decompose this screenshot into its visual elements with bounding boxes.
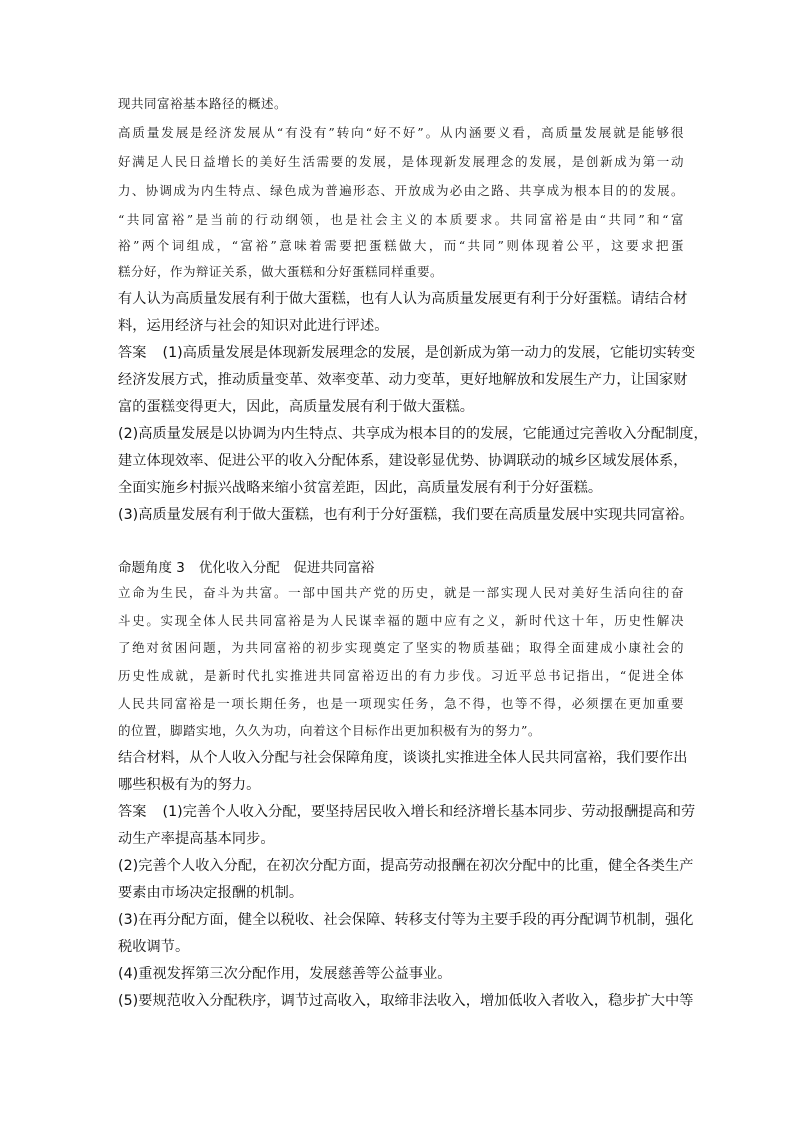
- question-1-line: 有人认为高质量发展有利于做大蛋糕，也有人认为高质量发展更有利于分好蛋糕。请结合材: [118, 291, 688, 307]
- material-2-line: 了绝对贫困问题，为共同富裕的初步实现奠定了坚实的物质基础；取得全面建成小康社会的: [118, 640, 684, 655]
- material-1-line: “共同富裕”是当前的行动纲领，也是社会主义的本质要求。共同富裕是由“共同”和“富: [118, 212, 684, 227]
- answer-2-text: (1)完善个人收入分配，要坚持居民收入增长和经济增长基本同步、劳动报酬提高和劳: [162, 804, 696, 820]
- answer-1-line: (3)高质量发展有利于做大蛋糕，也有利于分好蛋糕，我们要在高质量发展中实现共同富裕。: [118, 507, 694, 523]
- answer-1-line: 富的蛋糕变得更大，因此，高质量发展有利于做大蛋糕。: [118, 399, 474, 415]
- answer-label: 答案: [118, 804, 147, 820]
- answer-2-line: (4)重视发挥第三次分配作用，发展慈善等公益事业。: [118, 966, 452, 982]
- material-1-line: 糕分好，作为辩证关系，做大蛋糕和分好蛋糕同样重要。: [118, 264, 444, 279]
- answer-2-line: (2)完善个人收入分配，在初次分配方面，提高劳动报酬在初次分配中的比重，健全各类生产: [118, 858, 694, 874]
- answer-1-line: 全面实施乡村振兴战略来缩小贫富差距，因此，高质量发展有利于分好蛋糕。: [118, 480, 603, 496]
- section-heading: [118, 556, 684, 576]
- answer-1-first-line: [118, 342, 696, 362]
- material-1-line: 裕”两个词组成，“富裕”意味着需要把蛋糕做大，而“共同”则体现着公平，这要求把蛋: [118, 238, 684, 253]
- answer-1-line: 经济发展方式，推动质量变革、效率变革、动力变革，更好地解放和发展生产力，让国家财: [118, 372, 688, 388]
- answer-2-line: 要素由市场决定报酬的机制。: [118, 885, 304, 901]
- answer-2-line: 动生产率提高基本同步。: [118, 831, 275, 847]
- material-2-line: 斗史。实现全体人民共同富裕是为人民谋幸福的题中应有之义，新时代这十年，历史性解决: [118, 613, 684, 628]
- material-2-line: 人民共同富裕是一项长期任务，也是一项现实任务，急不得，也等不得，必须摆在更加重要: [118, 696, 684, 711]
- answer-label: 答案: [118, 345, 147, 361]
- material-1-line: 力、协调成为内生特点、绿色成为普遍形态、开放成为必由之路、共享成为根本目的的发展。: [118, 183, 684, 198]
- material-2-line: 立命为生民，奋斗为共富。一部中国共产党的历史，就是一部实现人民对美好生活向往的奋: [118, 585, 684, 600]
- answer-2-line: 税收调节。: [118, 939, 190, 955]
- material-1-line: 好满足人民日益增长的美好生活需要的发展，是体现新发展理念的发展，是创新成为第一动: [118, 154, 684, 169]
- material-2-line: 的位置，脚踏实地，久久为功，向着这个目标作出更加积极有为的努力”。: [118, 723, 541, 738]
- material-1-line: 高质量发展是经济发展从“有没有”转向“好不好”。从内涵要义看，高质量发展就是能够很: [118, 125, 684, 140]
- answer-2-first-line: [118, 801, 696, 821]
- heading-title: 优化收入分配 促进共同富裕: [198, 560, 375, 576]
- answer-2-line: (5)要规范收入分配秩序，调节过高收入，取缔非法收入，增加低收入者收入，稳步扩大中等: [118, 993, 694, 1009]
- material-2-line: 历史性成就，是新时代扎实推进共同富裕迈出的有力步伐。习近平总书记指出，“促进全体: [118, 668, 684, 683]
- question-2-line: 哪些积极有为的努力。: [118, 777, 261, 793]
- material-1-line: 现共同富裕基本路径的概述。: [118, 96, 288, 111]
- answer-1-line: (2)高质量发展是以协调为内生特点、共享成为根本目的的发展，它能通过完善收入分配制度，: [118, 426, 708, 442]
- answer-1-text: (1)高质量发展是体现新发展理念的发展，是创新成为第一动力的发展，它能切实转变: [162, 345, 696, 361]
- question-2-line: 结合材料，从个人收入分配与社会保障角度，谈谈扎实推进全体人民共同富裕，我们要作出: [118, 750, 688, 766]
- heading-prefix: 命题角度 3: [118, 560, 185, 576]
- answer-2-line: (3)在再分配方面，健全以税收、社会保障、转移支付等为主要手段的再分配调节机制，强化: [118, 912, 694, 928]
- question-1-line: 料，运用经济与社会的知识对此进行评述。: [118, 318, 389, 334]
- answer-1-line: 建立体现效率、促进公平的收入分配体系，建设彰显优势、协调联动的城乡区域发展体系，: [118, 453, 688, 469]
